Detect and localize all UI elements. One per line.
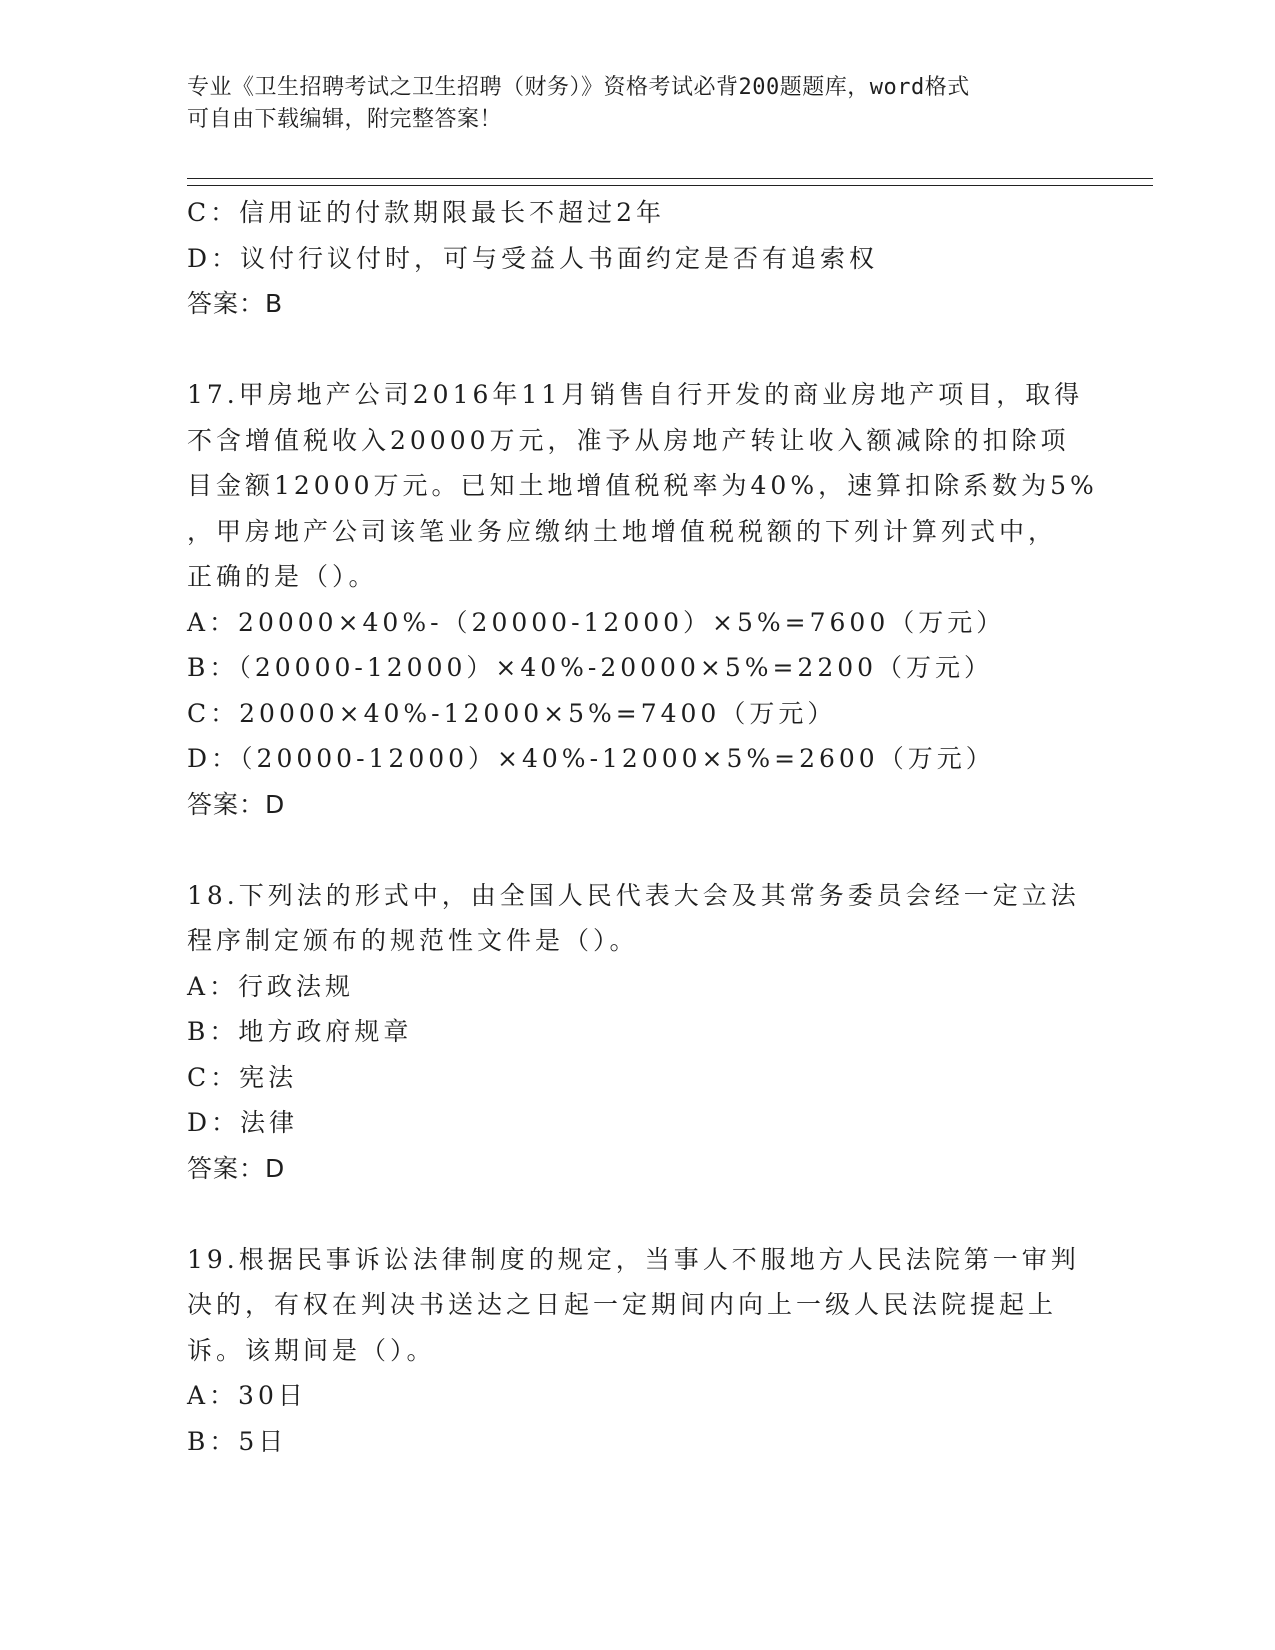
option-c: C：宪法: [187, 1062, 298, 1092]
document-body: [187, 190, 1098, 1464]
option-d: D：（20000-12000）×40%-12000×5%=2600（万元）: [187, 744, 995, 773]
option-b: B：5日: [187, 1426, 288, 1456]
question-stem-line: 目金额12000万元。已知土地增值税税率为40%，速算扣除系数为5%: [187, 471, 1098, 500]
question-17: [187, 372, 1098, 827]
option-a: A：30日: [187, 1381, 307, 1410]
header-line: 专业《卫生招聘考试之卫生招聘（财务）》资格考试必背200题题库，word格式: [187, 75, 970, 100]
question-stem-line: 诉。该期间是（）。: [187, 1335, 436, 1365]
option-d: D：法律: [187, 1108, 299, 1137]
question-19: [187, 1237, 1087, 1465]
option-c: C：20000×40%-12000×5%=7400（万元）: [187, 698, 837, 728]
option-b: B：（20000-12000）×40%-20000×5%=2200（万元）: [187, 653, 994, 682]
blank-gap: [187, 1191, 1087, 1237]
option-a: A：20000×40%-（20000-12000）×5%=7600（万元）: [187, 607, 1006, 637]
question-18: [187, 873, 1087, 1192]
question-stem-line: 18.下列法的形式中，由全国人民代表大会及其常务委员会经一定立法: [187, 880, 1080, 910]
question-stem-line: ，甲房地产公司该笔业务应缴纳土地增值税税额的下列计算列式中，: [187, 516, 1058, 546]
blank-gap: [187, 827, 1087, 873]
question-stem-line: 程序制定颁布的规范性文件是（）。: [187, 926, 639, 955]
question-stem-line: 决的，有权在判决书送达之日起一定期间内向上一级人民法院提起上: [187, 1290, 1058, 1319]
option-b: B：地方政府规章: [187, 1017, 413, 1046]
answer-line: 答案：D: [187, 789, 286, 819]
question-stem-line: 17.甲房地产公司2016年11月销售自行开发的商业房地产项目，取得: [187, 380, 1084, 409]
document-header: [187, 72, 1087, 136]
question-stem-line: 19.根据民事诉讼法律制度的规定，当事人不服地方人民法院第一审判: [187, 1244, 1080, 1274]
header-divider: [187, 178, 1153, 186]
answer-line: 答案：D: [187, 1153, 286, 1183]
blank-gap: [187, 327, 1087, 373]
question-stem-line: 不含增值税收入20000万元，准予从房地产转让收入额减除的扣除项: [187, 425, 1070, 455]
answer-line: 答案：B: [187, 289, 284, 318]
option-c: C：信用证的付款期限最长不超过2年: [187, 198, 666, 227]
option-a: A：行政法规: [187, 971, 355, 1001]
header-line: 可自由下载编辑，附完整答案！: [187, 107, 503, 132]
option-d: D：议付行议付时，可与受益人书面约定是否有追索权: [187, 243, 879, 273]
question-stem-line: 正确的是（）。: [187, 562, 378, 591]
